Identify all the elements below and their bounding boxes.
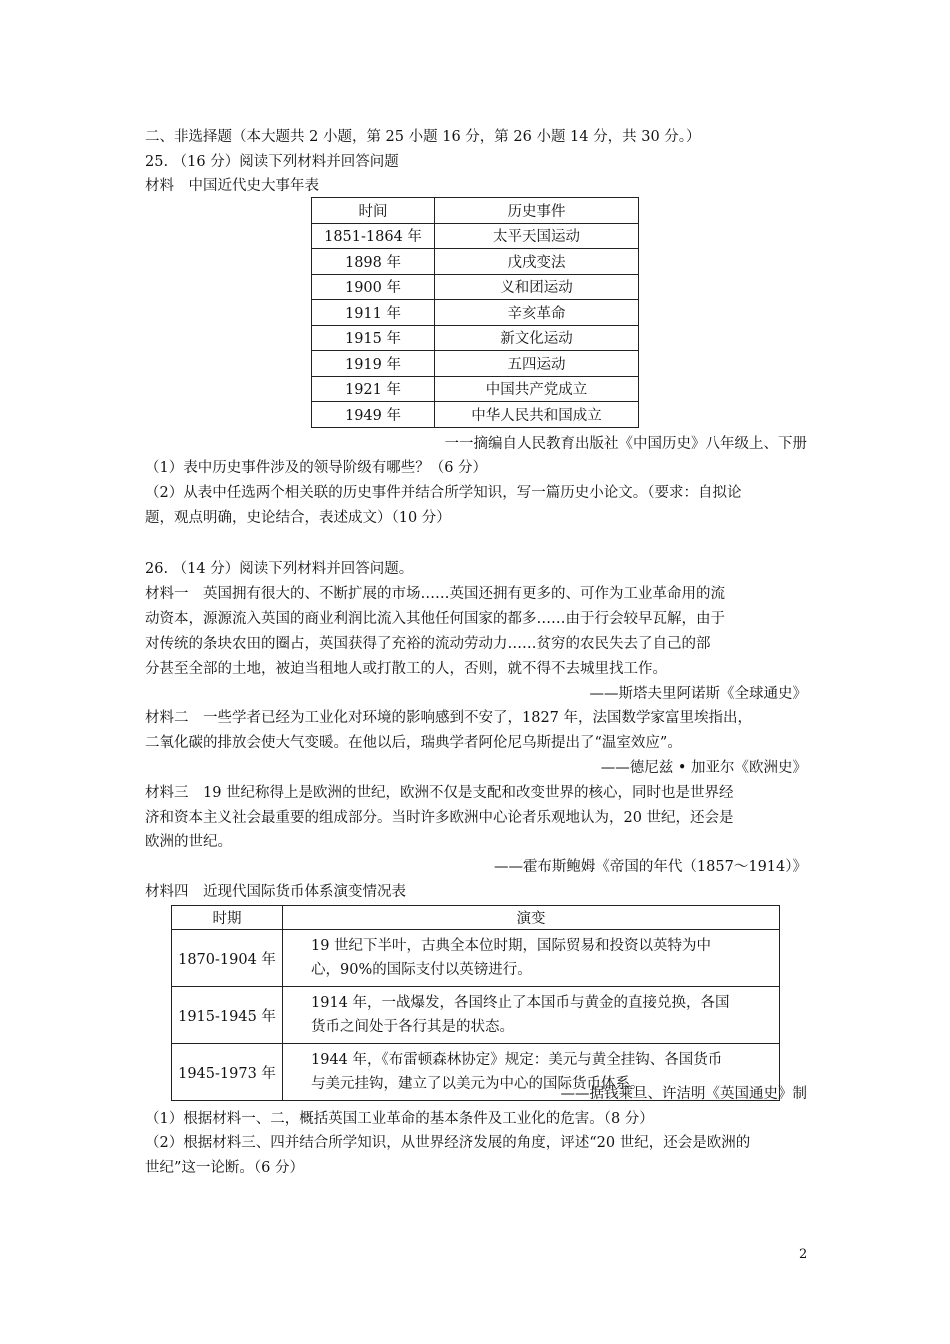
q26-question-1: （1）根据材料一、二，概括英国工业革命的基本条件及工业化的危害。（8 分） bbox=[145, 1111, 654, 1127]
material-2-source: ——德尼兹 • 加亚尔《欧洲史》 bbox=[600, 760, 807, 776]
row-evolution-line: 心，90%的国际支付以英镑进行。 bbox=[311, 962, 532, 978]
material-3-source: ——霍布斯鲍姆《帝国的年代（1857～1914）》 bbox=[493, 859, 807, 875]
table-header-row bbox=[172, 906, 780, 930]
row-evolution-line: 19 世纪下半叶，古典全本位时期，国际贸易和投资以英特为中 bbox=[311, 938, 712, 954]
q26-question-2-line1: （2）根据材料三、四并结合所学知识，从世界经济发展的角度，评述“20 世纪，还会是欧洲的 bbox=[145, 1135, 751, 1151]
table-row bbox=[312, 402, 639, 428]
row-event: 辛亥革命 bbox=[435, 300, 639, 326]
row-time: 1919 年 bbox=[312, 351, 435, 377]
q26-header: 26. （14 分）阅读下列材料并回答问题。 bbox=[145, 561, 414, 577]
row-time: 1911 年 bbox=[312, 300, 435, 326]
q25-material-title: 材料 中国近代史大事年表 bbox=[145, 178, 319, 194]
row-time: 1949 年 bbox=[312, 402, 435, 428]
table-row bbox=[312, 223, 639, 249]
row-period: 1870-1904 年 bbox=[172, 930, 283, 987]
row-event: 义和团运动 bbox=[435, 274, 639, 300]
q25-question-2-line2: 题，观点明确，史论结合，表述成文）（10 分） bbox=[145, 510, 451, 526]
row-evolution bbox=[283, 987, 780, 1044]
material-4-source: ——据钱乘旦、许洁明《英国通史》制 bbox=[560, 1086, 807, 1102]
row-evolution bbox=[283, 930, 780, 987]
material-3-line: 济和资本主义社会最重要的组成部分。当时许多欧洲中心论者乐观地认为，20 世纪，还会是 bbox=[145, 810, 734, 826]
q26-question-2-line2: 世纪”这一论断。（6 分） bbox=[145, 1160, 304, 1176]
material-1-line: 动资本，源源流入英国的商业利润比流入其他任何国家的都多……由于行会较早瓦解，由于 bbox=[145, 611, 725, 627]
row-evolution-line: 货币之间处于各行其是的状态。 bbox=[311, 1019, 514, 1035]
material-1-source: ——斯塔夫里阿诺斯《全球通史》 bbox=[589, 686, 807, 702]
q25-header: 25. （16 分）阅读下列材料并回答问题 bbox=[145, 154, 399, 170]
row-time: 1915 年 bbox=[312, 325, 435, 351]
material-4-title: 材料四 近现代国际货币体系演变情况表 bbox=[145, 884, 406, 900]
row-time: 1921 年 bbox=[312, 376, 435, 402]
table-row bbox=[312, 376, 639, 402]
material-3-line: 材料三 19 世纪称得上是欧洲的世纪，欧洲不仅是支配和改变世界的核心，同时也是世界经 bbox=[145, 785, 734, 801]
q25-question-1: （1）表中历史事件涉及的领导阶级有哪些？（6 分） bbox=[145, 460, 488, 476]
material-1-line: 分甚至全部的土地，被迫当租地人或打散工的人，否则，就不得不去城里找工作。 bbox=[145, 661, 667, 677]
row-event: 中华人民共和国成立 bbox=[435, 402, 639, 428]
header-evolution: 演变 bbox=[283, 906, 780, 930]
row-event: 中国共产党成立 bbox=[435, 376, 639, 402]
row-time: 1900 年 bbox=[312, 274, 435, 300]
row-time: 1898 年 bbox=[312, 249, 435, 275]
table-header-row bbox=[312, 198, 639, 224]
table-row bbox=[172, 987, 780, 1044]
row-event: 新文化运动 bbox=[435, 325, 639, 351]
page-number: 2 bbox=[799, 1247, 808, 1262]
header-time: 时间 bbox=[312, 198, 435, 224]
row-period: 1915-1945 年 bbox=[172, 987, 283, 1044]
material-2-line: 二氧化碳的排放会使大气变暖。在他以后，瑞典学者阿伦尼乌斯提出了“温室效应”。 bbox=[145, 735, 682, 751]
table-row bbox=[312, 249, 639, 275]
table-row bbox=[312, 351, 639, 377]
header-period: 时期 bbox=[172, 906, 283, 930]
row-evolution-line: 1914 年，一战爆发，各国终止了本国币与黄金的直接兑换，各国 bbox=[311, 995, 730, 1011]
material-3-line: 欧洲的世纪。 bbox=[145, 834, 232, 850]
material-1-line: 对传统的条块农田的圈占，英国获得了充裕的流动劳动力……贫穷的农民失去了自己的部 bbox=[145, 636, 711, 652]
q25-source: 一一摘编自人民教育出版社《中国历史》八年级上、下册 bbox=[444, 436, 807, 452]
table-row bbox=[312, 325, 639, 351]
row-evolution-line: 与美元挂钩，建立了以美元为中心的国际货币体系。 bbox=[311, 1076, 645, 1092]
currency-system-table bbox=[171, 905, 780, 1101]
section-heading: 二、非选择题（本大题共 2 小题，第 25 小题 16 分，第 26 小题 14 分，共 30 分。） bbox=[145, 129, 701, 145]
table-row bbox=[312, 300, 639, 326]
row-time: 1851-1864 年 bbox=[312, 223, 435, 249]
q25-question-2-line1: （2）从表中任选两个相关联的历史事件并结合所学知识，写一篇历史小论文。（要求：自拟论 bbox=[145, 485, 742, 501]
chronology-table bbox=[311, 197, 639, 428]
row-evolution-line: 1944 年，《布雷顿森林协定》规定：美元与黄全挂钩、各国货币 bbox=[311, 1052, 723, 1068]
material-2-line: 材料二 一些学者已经为工业化对环境的影响感到不安了，1827 年，法国数学家富里埃指出， bbox=[145, 710, 753, 726]
row-event: 戊戌变法 bbox=[435, 249, 639, 275]
header-event: 历史事件 bbox=[435, 198, 639, 224]
table-row bbox=[312, 274, 639, 300]
row-event: 五四运动 bbox=[435, 351, 639, 377]
row-period: 1945-1973 年 bbox=[172, 1044, 283, 1101]
table-row bbox=[172, 930, 780, 987]
material-1-line: 材料一 英国拥有很大的、不断扩展的市场……英国还拥有更多的、可作为工业革命用的流 bbox=[145, 586, 725, 602]
row-event: 太平天国运动 bbox=[435, 223, 639, 249]
